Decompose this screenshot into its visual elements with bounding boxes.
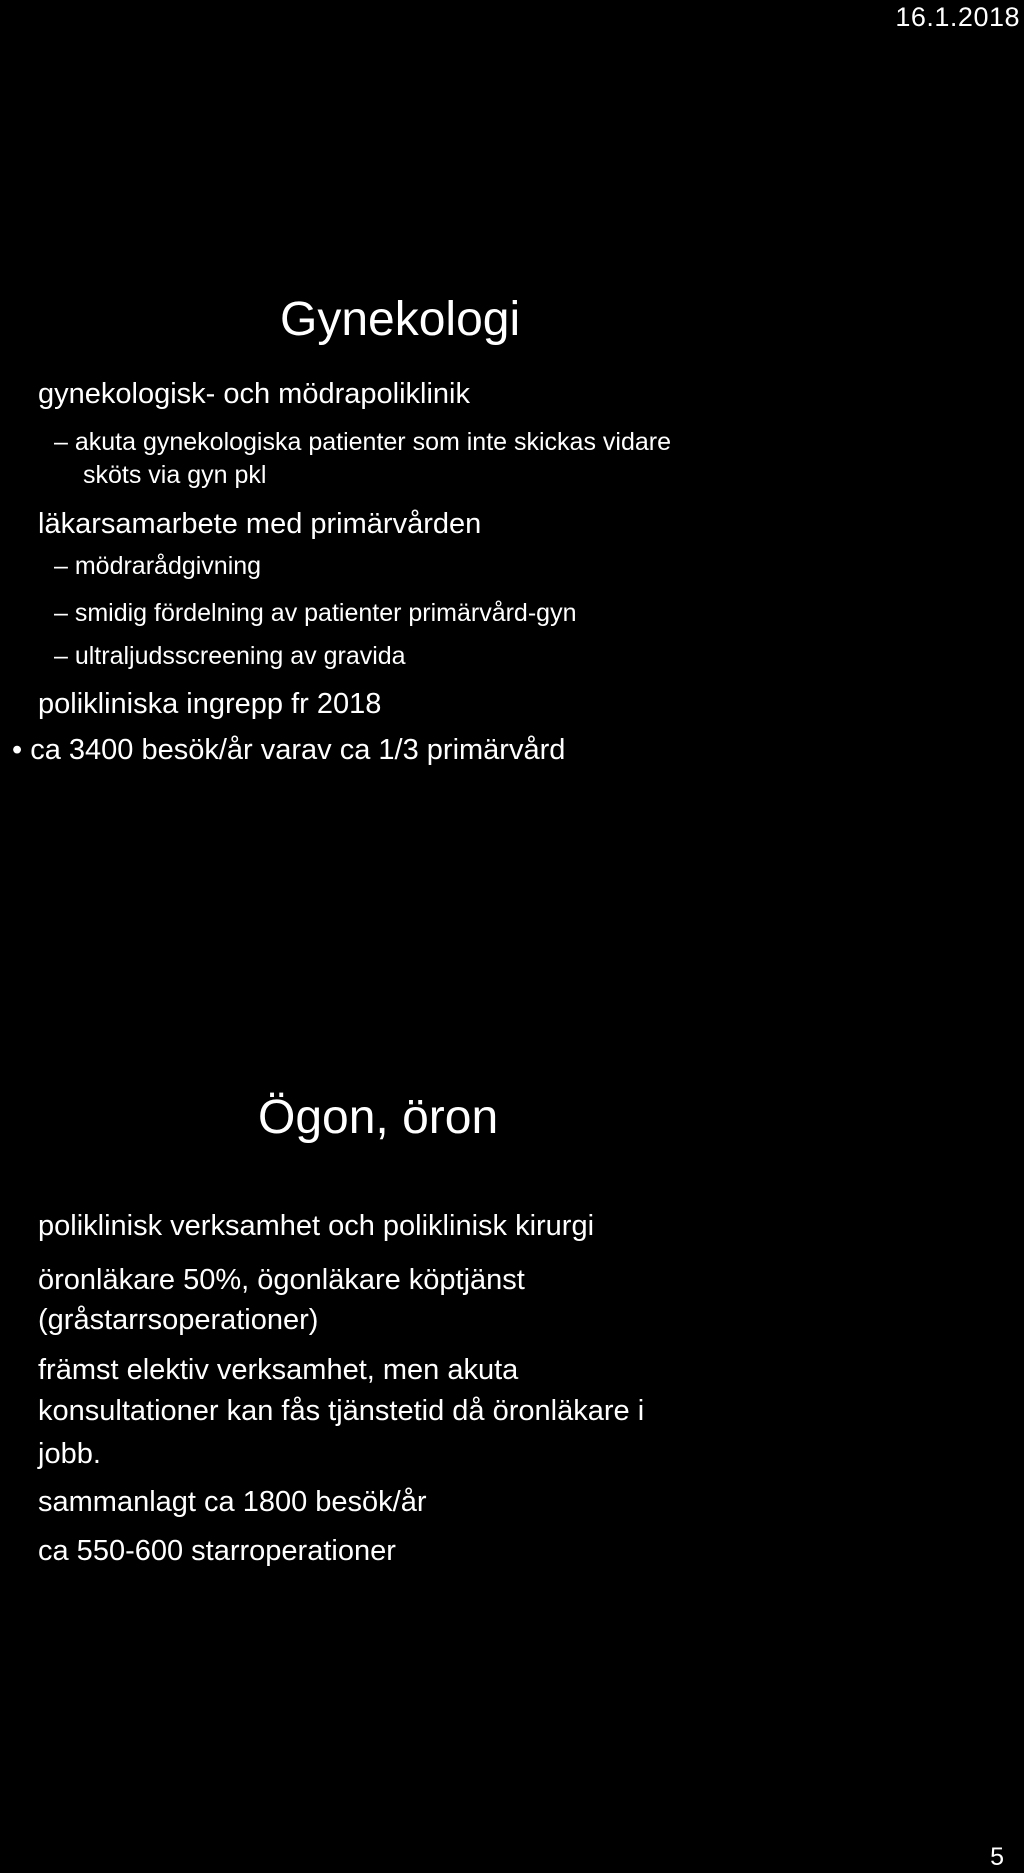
list-item: sammanlagt ca 1800 besök/år xyxy=(38,1486,427,1518)
list-item: främst elektiv verksamhet, men akuta xyxy=(38,1354,519,1386)
list-item: ca 550-600 starroperationer xyxy=(38,1535,396,1567)
page-number: 5 xyxy=(990,1843,1004,1871)
slide-title: Gynekologi xyxy=(280,293,521,346)
list-item: konsultationer kan fås tjänstetid då öronläkare i xyxy=(38,1395,645,1427)
list-item: sköts via gyn pkl xyxy=(83,461,267,489)
list-item: polikliniska ingrepp fr 2018 xyxy=(38,688,382,720)
list-item: – akuta gynekologiska patienter som inte skickas vidare xyxy=(54,428,671,456)
list-item: (gråstarrsoperationer) xyxy=(38,1304,319,1336)
list-item: – ultraljudsscreening av gravida xyxy=(54,642,406,670)
list-item: – mödrarådgivning xyxy=(54,552,262,580)
slide-title: Ögon, öron xyxy=(258,1091,499,1144)
date-stamp: 16.1.2018 xyxy=(895,2,1020,32)
list-item: – smidig fördelning av patienter primärvård-gyn xyxy=(54,599,577,627)
list-item: poliklinisk verksamhet och poliklinisk kirurgi xyxy=(38,1210,595,1242)
list-item: • ca 3400 besök/år varav ca 1/3 primärvård xyxy=(12,734,566,766)
list-item: jobb. xyxy=(38,1438,101,1470)
list-item: öronläkare 50%, ögonläkare köptjänst xyxy=(38,1264,525,1296)
list-item: gynekologisk- och mödrapoliklinik xyxy=(38,378,470,410)
list-item: läkarsamarbete med primärvården xyxy=(38,508,482,540)
